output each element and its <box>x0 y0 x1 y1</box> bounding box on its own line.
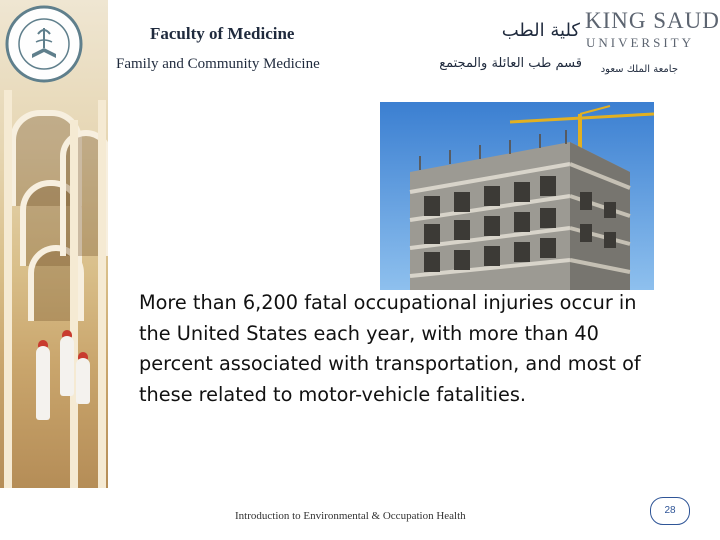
university-seal-icon <box>4 4 102 86</box>
logo-line2: UNIVERSITY <box>586 35 694 50</box>
faculty-title-en: Faculty of Medicine <box>150 24 295 43</box>
logo-arabic: جامعة الملك سعود <box>600 64 678 75</box>
logo-line1: KING SAUD <box>585 8 720 33</box>
body-paragraph: More than 6,200 fatal occupational injuries occur in the United States each year, with more than 40 percent associated with transportation, and most of these related to motor-vehicle fatalities. <box>139 291 641 406</box>
department-title-en: Family and Community Medicine <box>116 56 320 72</box>
construction-building-photo <box>380 102 654 290</box>
faculty-title-ar: كلية الطب <box>501 20 580 41</box>
department-title-ar: قسم طب العائلة والمجتمع <box>439 56 582 71</box>
footer-course-title: Introduction to Environmental & Occupation Health <box>235 510 466 522</box>
page-number-badge: 28 <box>650 497 690 525</box>
